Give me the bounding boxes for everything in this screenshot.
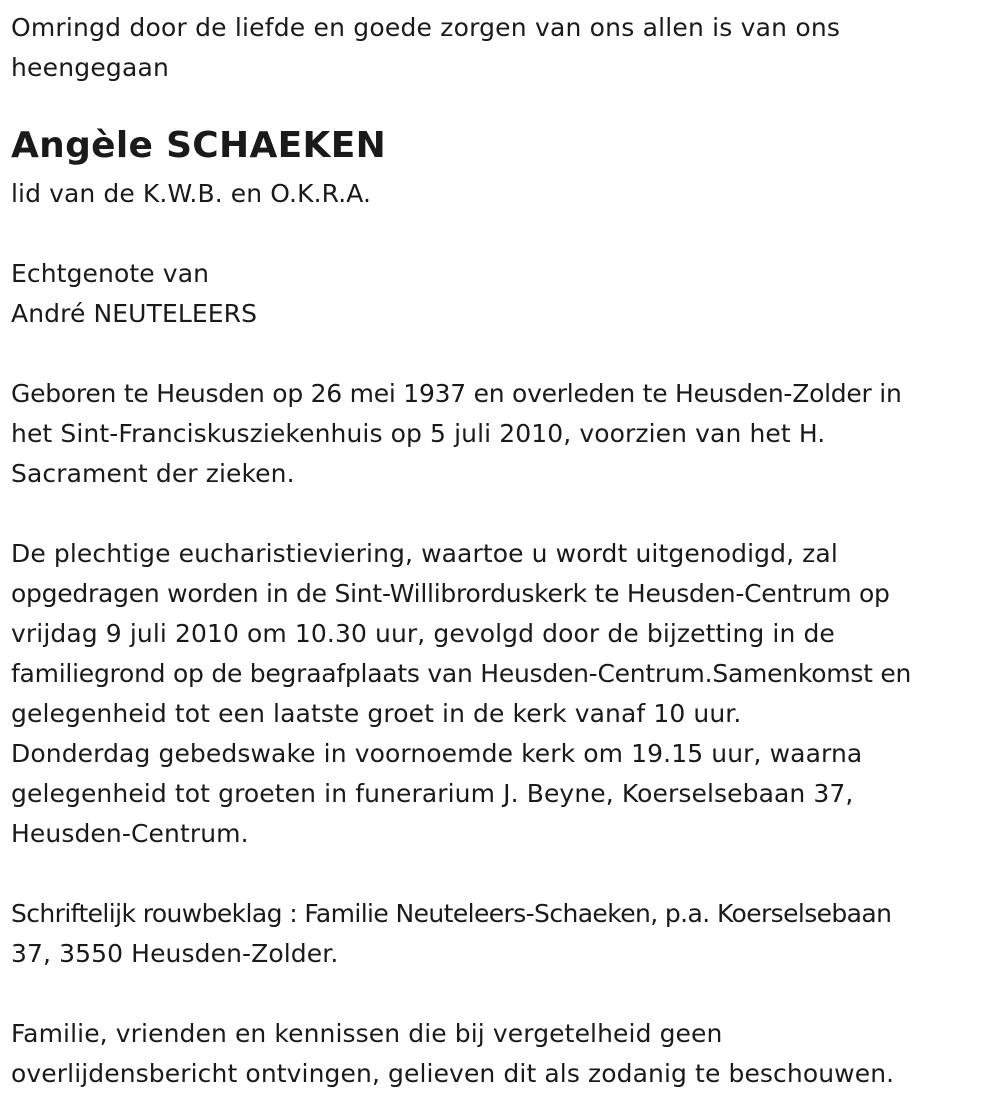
text-line: vrijdag 9 juli 2010 om 10.30 uur, gevolgd door de bijzetting in de [11,619,835,648]
intro-text [11,8,996,88]
text-line: gelegenheid tot een laatste groet in de kerk vanaf 10 uur. [11,699,742,728]
text-line: gelegenheid tot groeten in funerarium J. Beyne, Koerselsebaan 37, [11,779,854,808]
text-line: Schriftelijk rouwbeklag : Familie Neuteleers-Schaeken, p.a. Koerselsebaan [11,899,892,928]
text-line: Familie, vrienden en kennissen die bij vergetelheid geen [11,1019,723,1048]
text-line: opgedragen worden in de Sint-Willibrorduskerk te Heusden-Centrum op [11,579,890,608]
membership-line: lid van de K.W.B. en O.K.R.A. [11,179,372,208]
text-line: De plechtige eucharistieviering, waartoe u wordt uitgenodigd, zal [11,539,838,568]
deceased-name: Angèle SCHAEKEN [11,125,387,166]
text-line: Geboren te Heusden op 26 mei 1937 en overleden te Heusden-Zolder in [11,379,902,408]
text-line: 37, 3550 Heusden-Zolder. [11,939,339,968]
birth-death-paragraph [11,374,996,494]
text-line: Heusden-Centrum. [11,819,249,848]
membership-text [11,174,996,214]
text-line: Sacrament der zieken. [11,459,295,488]
text-line: Donderdag gebedswake in voornoemde kerk om 19.15 uur, waarna [11,739,863,768]
ceremony-paragraph [11,534,996,854]
spouse-relation: Echtgenote van [11,259,210,288]
condolences-paragraph [11,894,996,974]
spouse-name: André NEUTELEERS [11,299,258,328]
text-line: overlijdensbericht ontvingen, gelieven dit als zodanig te beschouwen. [11,1059,895,1088]
closing-paragraph [11,1014,996,1094]
intro-sentence: Omringd door de liefde en goede zorgen van ons allen is van ons heengegaan [11,13,841,82]
spouse-section [11,254,996,334]
text-line: familiegrond op de begraafplaats van Heusden-Centrum.Samenkomst en [11,659,912,688]
text-line: het Sint-Franciskusziekenhuis op 5 juli 2010, voorzien van het H. [11,419,826,448]
